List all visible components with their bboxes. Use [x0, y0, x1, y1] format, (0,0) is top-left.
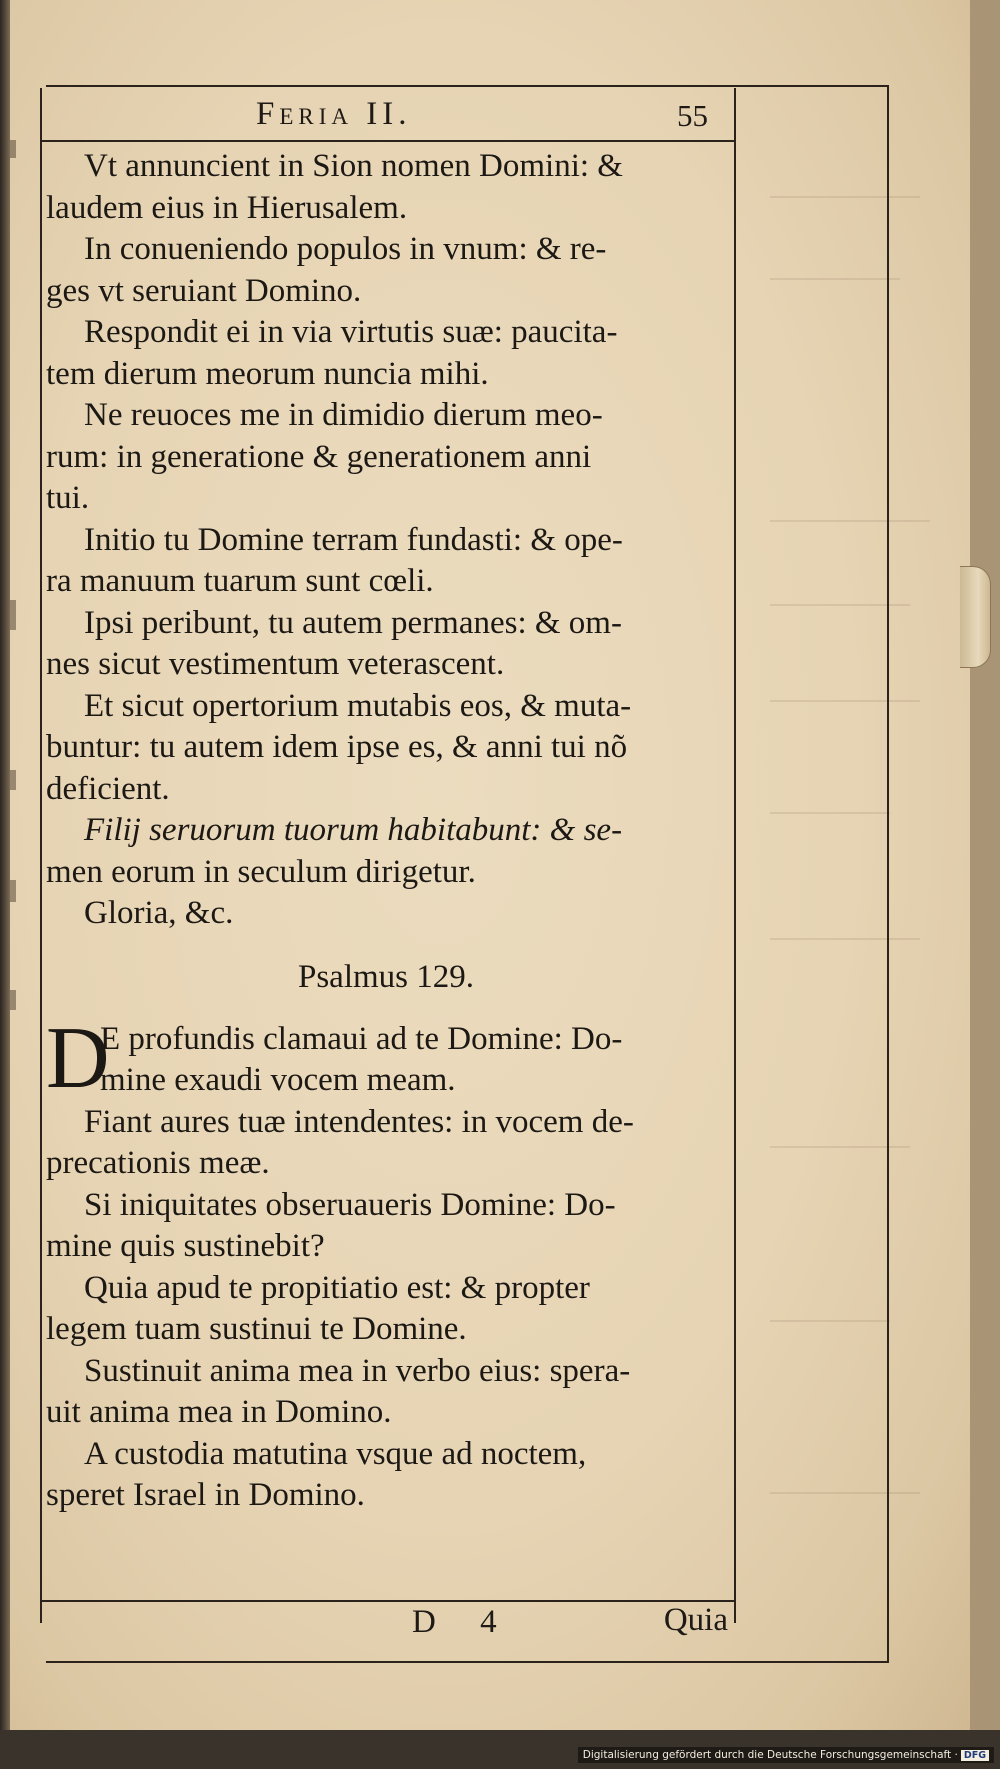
book-page	[10, 0, 970, 1730]
text-line: Gloria, &c.	[84, 895, 234, 931]
text-line: ra manuum tuarum sunt cœli.	[46, 563, 434, 599]
psalm-title: Psalmus 129.	[297, 958, 475, 995]
text-line: laudem eius in Hierusalem.	[46, 189, 408, 226]
text-line: E profundis clamaui ad te Domine: Do-	[100, 1020, 623, 1057]
text-line: A custodia matutina vsque ad noctem,	[84, 1435, 587, 1472]
text-line: uit anima mea in Domino.	[46, 1394, 392, 1430]
text-line: Respondit ei in via virtutis suæ: paucita-	[84, 314, 618, 350]
text-block	[46, 146, 726, 1517]
text-line: Fiant aures tuæ intendentes: in vocem de-	[84, 1103, 634, 1140]
text-line: tem dierum meorum nuncia mihi.	[46, 355, 489, 392]
page-header	[40, 94, 736, 142]
text-line: precationis meæ.	[46, 1145, 270, 1181]
text-line: Et sicut opertorium mutabis eos, & muta-	[84, 687, 632, 724]
text-line: ges vt seruiant Domino.	[46, 272, 362, 309]
text-line: legem tuam sustinui te Domine.	[46, 1311, 467, 1347]
text-line: buntur: tu autem idem ipse es, & anni tui nõ	[46, 729, 628, 765]
running-title: Feria II.	[256, 96, 412, 132]
dfg-logo: DFG	[961, 1750, 989, 1761]
text-line: speret Israel in Domino.	[46, 1477, 365, 1513]
text-line: rum: in generatione & generationem anni	[46, 438, 592, 475]
psalm-verses	[46, 1102, 726, 1517]
psalm-verses-continued	[46, 146, 726, 935]
page-footer	[40, 1600, 736, 1648]
catchword: Quia	[663, 1602, 728, 1638]
page-number: 55	[677, 98, 708, 133]
text-line: Vt annuncient in Sion nomen Domini: &	[84, 148, 623, 184]
text-line: Filij seruorum tuorum habitabunt: & se-	[84, 812, 623, 848]
psalm-heading	[46, 935, 726, 1019]
text-line: Ipsi peribunt, tu autem permanes: & om-	[84, 604, 622, 641]
credit-text: Digitalisierung gefördert durch die Deutsche Forschungsgemeinschaft ·	[582, 1749, 958, 1761]
text-line: Ne reuoces me in dimidio dierum meo-	[84, 397, 603, 433]
text-line: nes sicut vestimentum veterascent.	[46, 646, 505, 682]
text-line: Quia apud te propitiatio est: & propter	[84, 1269, 590, 1306]
text-line: Si iniquitates obseruaueris Domine: Do-	[84, 1186, 616, 1223]
page-tab	[960, 566, 991, 668]
text-line: mine exaudi vocem meam.	[100, 1062, 456, 1098]
text-line: mine quis sustinebit?	[46, 1228, 325, 1264]
digitization-credit	[578, 1747, 994, 1763]
text-line: tui.	[46, 480, 90, 516]
text-line: Initio tu Domine terram fundasti: & ope-	[84, 521, 623, 558]
drop-cap-initial: D	[46, 1009, 110, 1107]
signature-mark: D 4	[412, 1604, 515, 1640]
text-line: Sustinuit anima mea in verbo eius: spera-	[84, 1352, 631, 1389]
text-line: deficient.	[46, 770, 170, 807]
text-line: In conueniendo populos in vnum: & re-	[84, 231, 607, 267]
opening-verse	[46, 1009, 726, 1107]
text-line: men eorum in seculum dirigetur.	[46, 853, 476, 890]
